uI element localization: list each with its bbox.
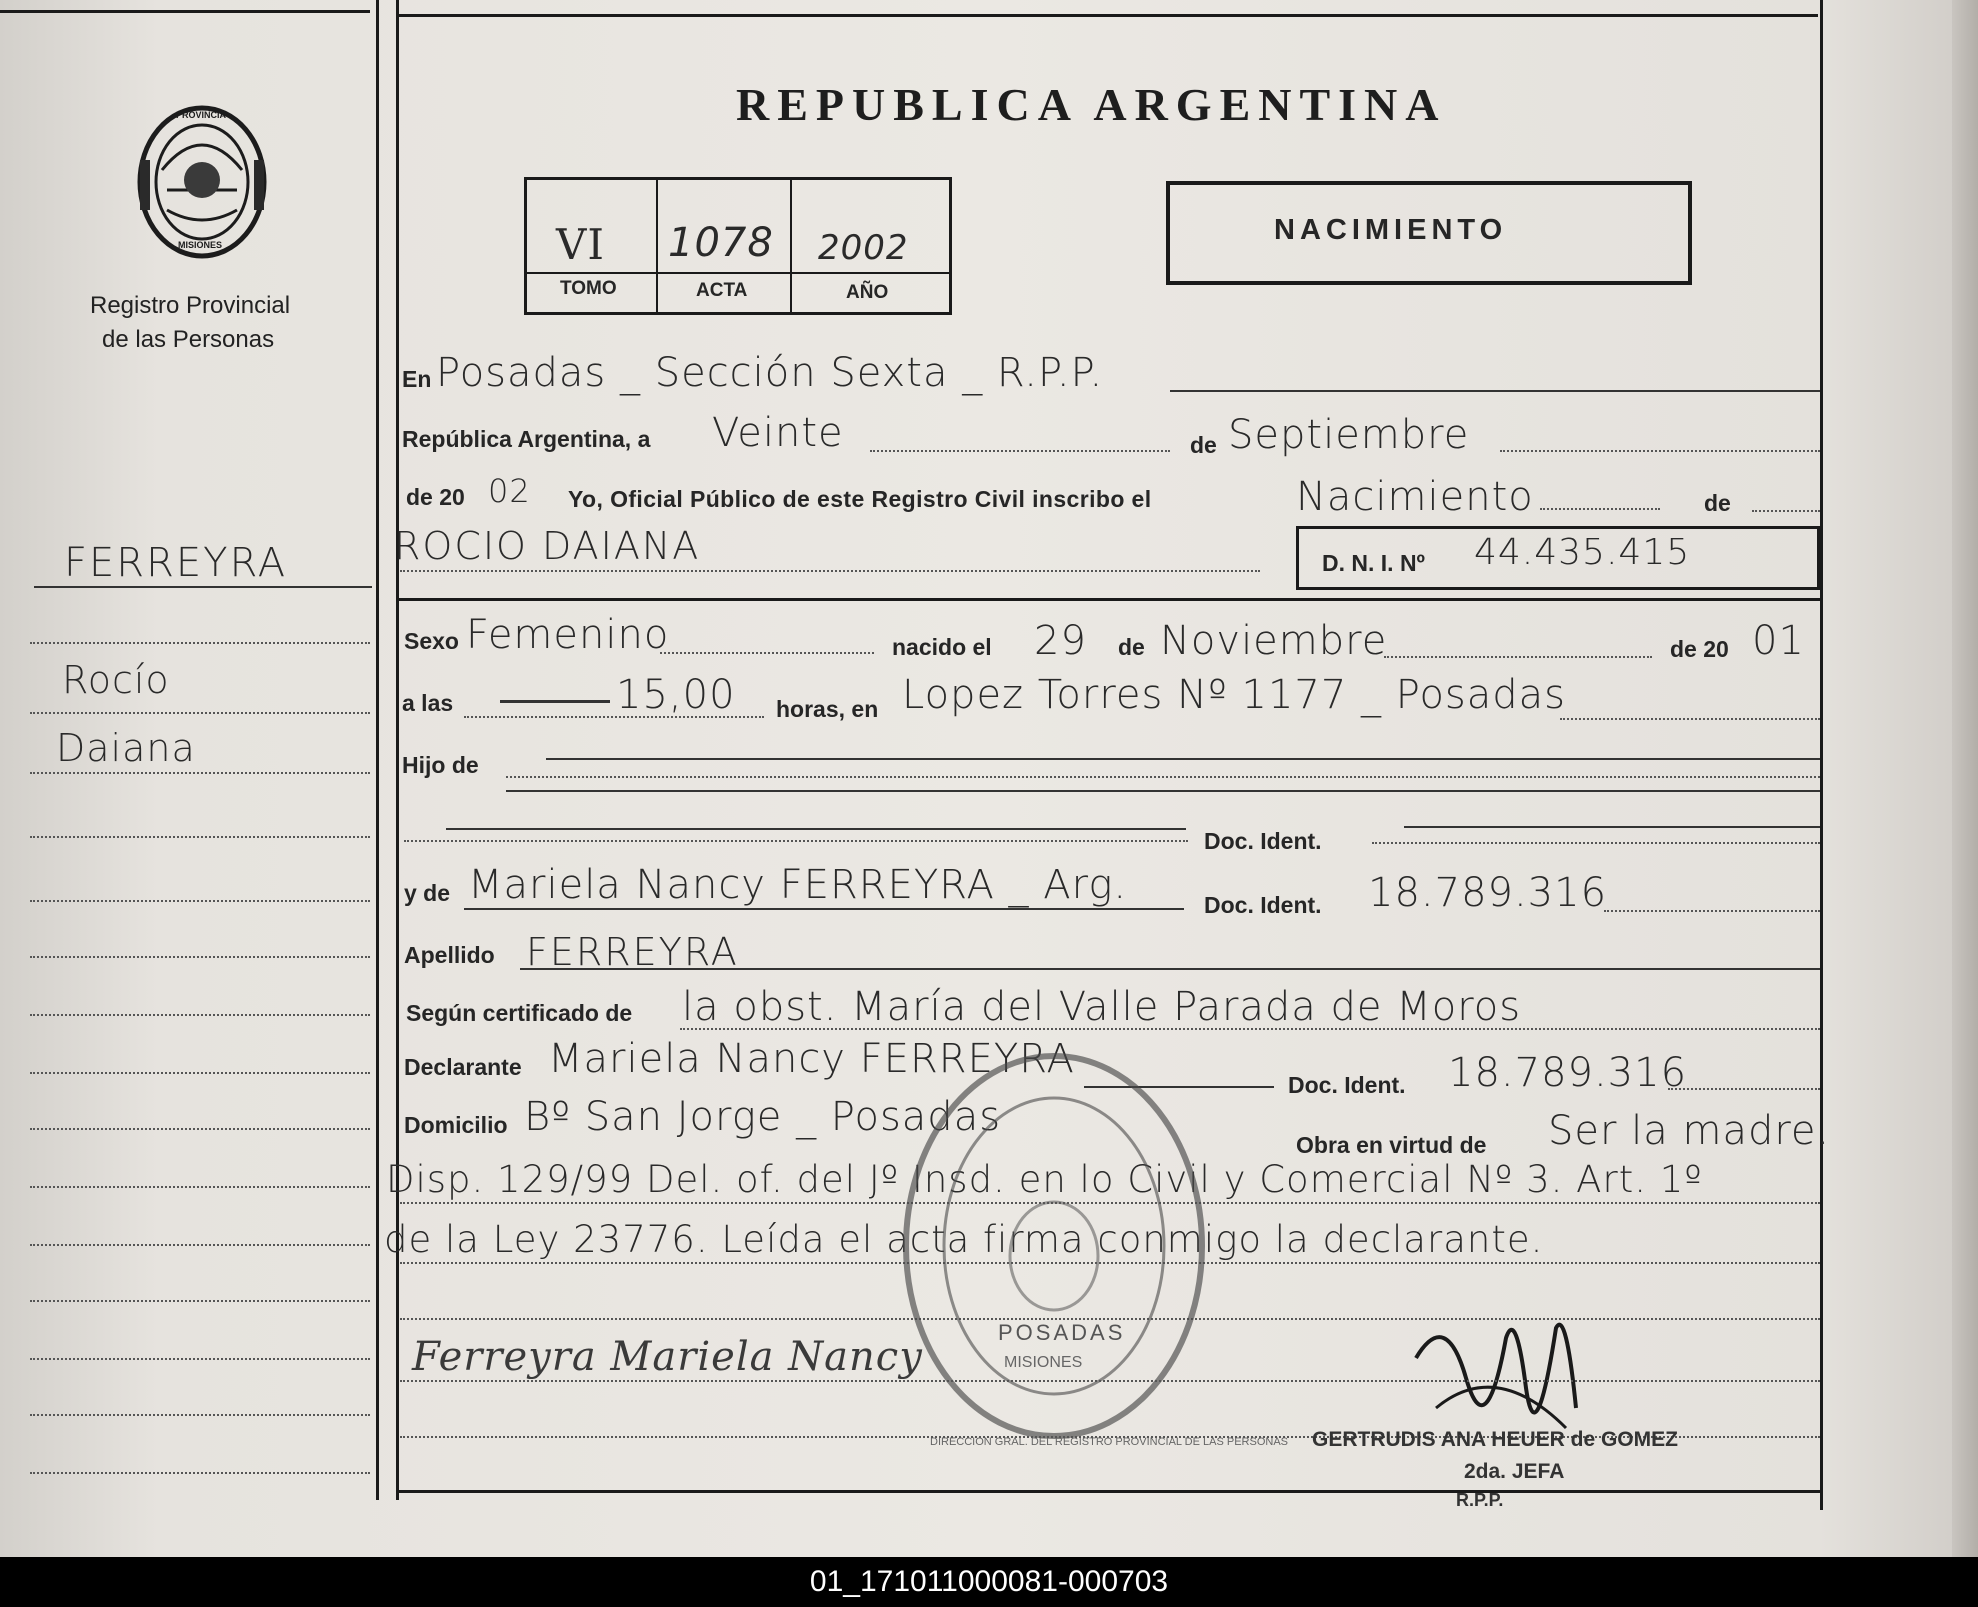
sexo-label: Sexo	[404, 628, 459, 654]
mother-doc-dotted-line	[1604, 910, 1820, 912]
de20-label-2: de 20	[1670, 636, 1729, 662]
tomo-value: VI	[556, 220, 605, 269]
margin-given-name-1: Rocío	[62, 658, 170, 702]
form-left-border	[396, 0, 399, 1500]
dni-label: D. N. I. Nº	[1322, 550, 1425, 576]
declarante-doc-value: 18.789.316	[1448, 1050, 1688, 1096]
mother-value: Mariela Nancy FERREYRA _ Arg.	[468, 862, 1128, 908]
father-rule	[446, 828, 1186, 830]
document-type-label: NACIMIENTO	[1274, 214, 1508, 246]
signature-dotted-line	[400, 1380, 1820, 1382]
official-stamp-title: 2da. JEFA	[1464, 1460, 1565, 1483]
top-rule-left	[0, 10, 370, 13]
horas-label: horas, en	[776, 696, 879, 722]
ano-value: 2002	[818, 228, 909, 268]
margin-given-name-2: Daiana	[56, 726, 196, 770]
margin-dotted-line	[30, 642, 370, 644]
declarante-label: Declarante	[404, 1054, 522, 1080]
form-right-border	[1820, 0, 1823, 1510]
de-label-3: de	[1118, 634, 1145, 660]
certificado-value: la obst. María del Valle Parada de Moros	[682, 984, 1522, 1030]
hijo-rule-2	[506, 790, 1820, 792]
month-value: Septiembre	[1228, 412, 1470, 458]
margin-dotted-line	[30, 1472, 370, 1474]
margin-dotted-line	[30, 712, 370, 714]
acta-value: 1078	[668, 220, 774, 266]
margin-surname: FERREYRA	[64, 540, 288, 586]
sexo-value: Femenino	[466, 612, 670, 658]
father-doc-label: Doc. Ident.	[1204, 828, 1322, 854]
obra-label: Obra en virtud de	[1296, 1132, 1487, 1158]
observation-line-2: de la Ley 23776. Leída el acta firma conmigo la declarante.	[384, 1218, 1544, 1261]
margin-dotted-line	[30, 1072, 370, 1074]
hijo-label: Hijo de	[402, 752, 479, 778]
official-stamp-name: GERTRUDIS ANA HEUER de GOMEZ	[1312, 1428, 1678, 1451]
hora-value: 15,00	[616, 672, 736, 718]
father-dotted-line	[404, 840, 1188, 842]
day-value: Veinte	[712, 410, 844, 456]
emblem-top-text: PROVINCIA	[176, 110, 227, 120]
hijo-rule	[546, 758, 1820, 760]
registry-name-line1: Registro Provincial	[90, 292, 291, 319]
tomo-label: TOMO	[560, 278, 617, 299]
birth-year-value: 01	[1752, 618, 1805, 664]
acta-label: ACTA	[696, 280, 748, 301]
margin-dotted-line	[30, 1414, 370, 1416]
declarante-value: Mariela Nancy FERREYRA	[548, 1036, 1075, 1082]
emblem-bottom-text: MISIONES	[178, 240, 223, 250]
en-label: En	[402, 366, 432, 392]
margin-dotted-line	[30, 900, 370, 902]
father-doc-rule	[1404, 826, 1820, 828]
margin-dotted-line	[30, 956, 370, 958]
margin-dotted-line	[30, 1358, 370, 1360]
dni-value: 44.435.415	[1474, 532, 1691, 573]
domicilio-label: Domicilio	[404, 1112, 508, 1138]
top-rule-right	[398, 14, 1818, 17]
apellido-value: FERREYRA	[526, 930, 739, 974]
mother-doc-value: 18.789.316	[1368, 870, 1608, 916]
birthplace-dotted-line	[1560, 718, 1820, 720]
year-value: 02	[488, 472, 531, 510]
hijo-dotted-line	[506, 776, 1820, 778]
segun-label: Según certificado de	[406, 1000, 633, 1026]
yde-label: y de	[404, 880, 451, 906]
inscribo-value: Nacimiento	[1296, 474, 1534, 520]
apellido-rule	[520, 968, 1820, 970]
de-label: de	[1190, 432, 1217, 458]
margin-dotted-line	[30, 1186, 370, 1188]
bottom-rule	[396, 1490, 1822, 1493]
official-stamp-unit: R.P.P.	[1456, 1490, 1504, 1510]
seal-ring-text: DIRECCION GRAL. DEL REGISTRO PROVINCIAL DE LAS PERSONAS	[930, 1436, 1288, 1448]
domicilio-value: Bº San Jorge _ Posadas	[524, 1094, 1002, 1140]
margin-dotted-line	[30, 836, 370, 838]
place-value: Posadas _ Sección Sexta _ R.P.P.	[436, 350, 1104, 396]
month-dotted-line	[1500, 450, 1820, 452]
record-box-divider-1	[656, 177, 658, 312]
margin-dotted-line	[30, 1128, 370, 1130]
alas-label: a las	[402, 690, 454, 716]
mother-rule	[464, 908, 1184, 910]
place-rule	[1170, 390, 1820, 392]
nacido-label: nacido el	[892, 634, 992, 660]
observation-line-1: Disp. 129/99 Del. of. del Jº Insd. en lo Civil y Comercial Nº 3. Art. 1º	[386, 1158, 1703, 1201]
margin-dotted-line	[30, 772, 370, 774]
record-box-label-rule	[524, 272, 949, 274]
de-dotted-line	[1752, 510, 1820, 512]
official-seal	[896, 1046, 1212, 1446]
section-rule	[396, 598, 1822, 601]
margin-surname-rule	[34, 586, 372, 588]
sexo-dotted-line	[660, 652, 874, 654]
name-dotted-line	[400, 570, 1260, 572]
apellido-label: Apellido	[404, 942, 495, 968]
inscribo-dotted-line	[1540, 508, 1660, 510]
declarante-doc-dotted-line	[1668, 1088, 1820, 1090]
birth-month-value: Noviembre	[1160, 618, 1388, 664]
seal-province: MISIONES	[1004, 1354, 1083, 1371]
margin-dotted-line	[30, 1244, 370, 1246]
day-dotted-line	[870, 450, 1170, 452]
seal-city: POSADAS	[998, 1320, 1126, 1345]
declarant-signature: Ferreyra Mariela Nancy	[412, 1334, 923, 1380]
ano-label: AÑO	[846, 282, 889, 303]
registry-name-line2: de las Personas	[102, 326, 275, 353]
page-edge	[1952, 0, 1978, 1557]
declarante-doc-label: Doc. Ident.	[1288, 1072, 1406, 1098]
child-name-value: ROCIO DAIANA	[394, 524, 701, 568]
birth-day-value: 29	[1034, 618, 1087, 664]
hora-rule	[500, 700, 610, 703]
margin-dotted-line	[30, 1014, 370, 1016]
hora-dotted-line	[464, 716, 764, 718]
record-box-divider-2	[790, 177, 792, 312]
margin-divider	[376, 0, 379, 1500]
de20-label: de 20	[406, 484, 465, 510]
inscribo-text: Yo, Oficial Público de este Registro Civil inscribo el	[568, 486, 1152, 512]
birthplace-value: Lopez Torres Nº 1177 _ Posadas	[902, 672, 1567, 718]
certificado-dotted-line	[680, 1028, 1820, 1030]
obra-value: Ser la madre.	[1548, 1108, 1831, 1154]
de-label-2: de	[1704, 490, 1731, 516]
birth-month-dotted-line	[1384, 656, 1652, 658]
mother-doc-label: Doc. Ident.	[1204, 892, 1322, 918]
father-doc-dotted-line	[1372, 842, 1820, 844]
republica-label: República Argentina, a	[402, 426, 651, 452]
image-code: 01_171011000081-000703	[0, 1557, 1978, 1607]
margin-dotted-line	[30, 1300, 370, 1302]
country-title: REPUBLICA ARGENTINA	[736, 79, 1447, 130]
